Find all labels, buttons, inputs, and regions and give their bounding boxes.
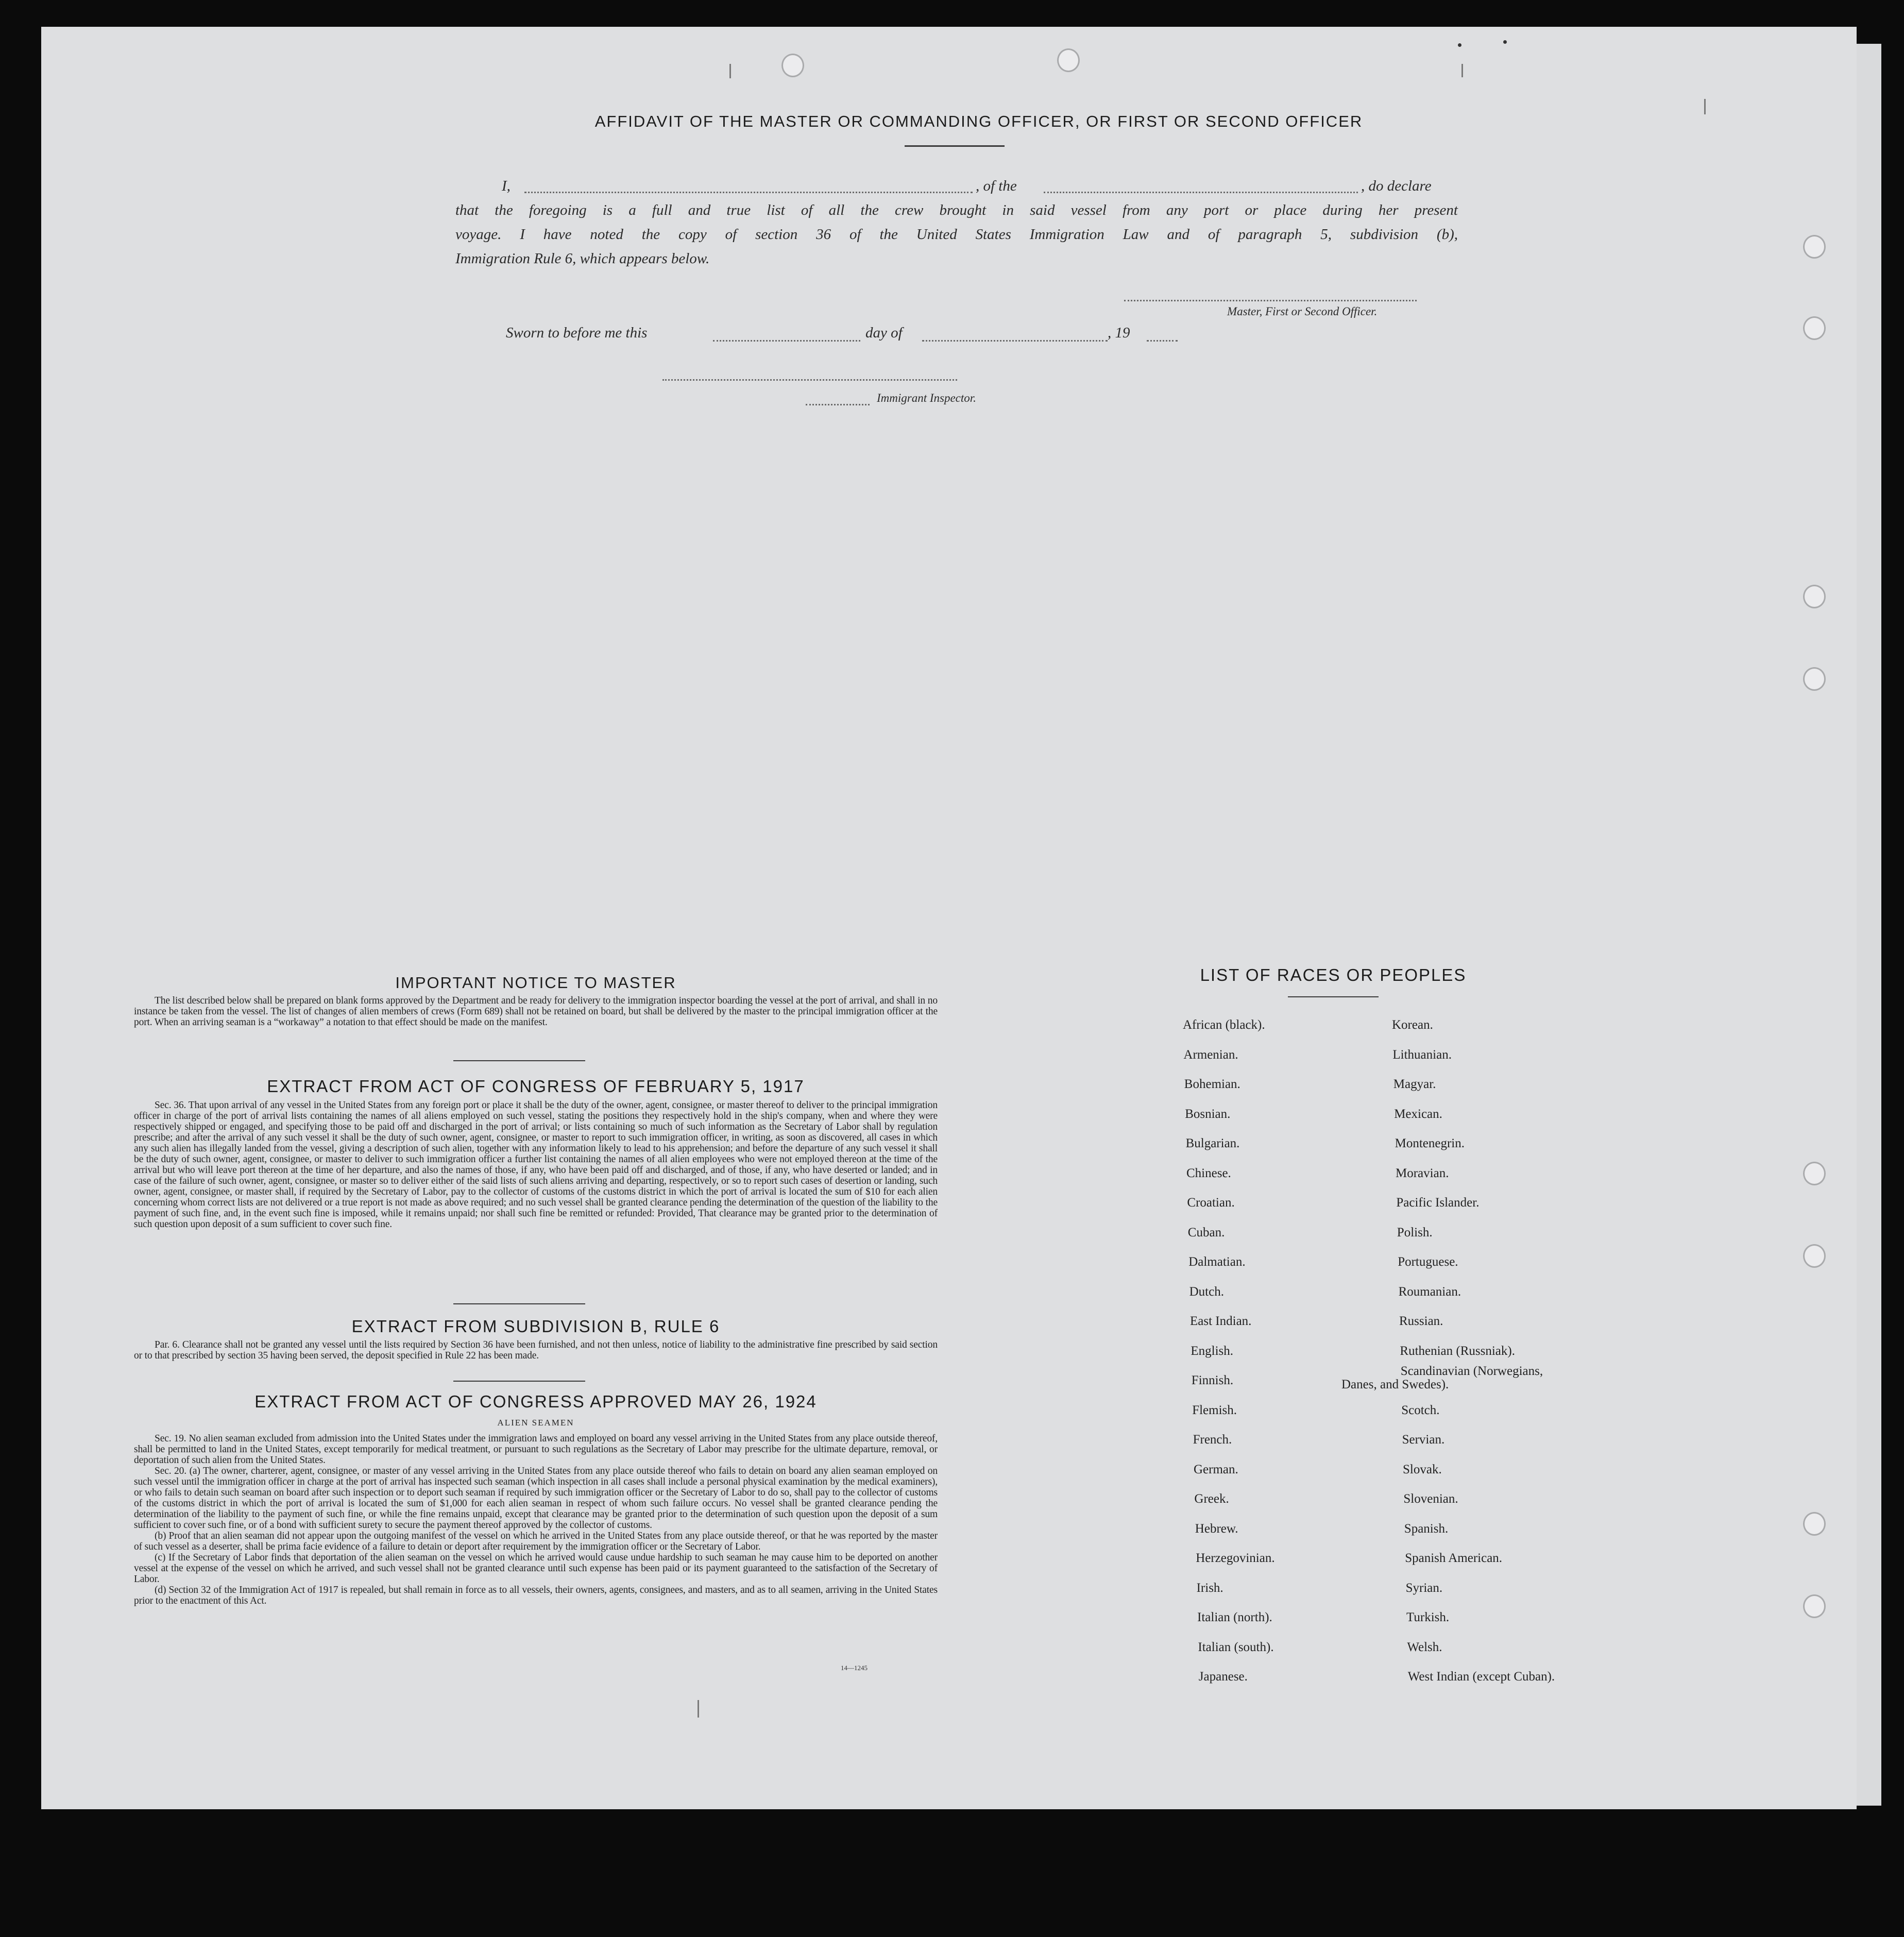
affidavit-text-line: that the foregoing is a full and true list of all the crew brought in said vessel from any port or place during her present — [455, 202, 1458, 218]
race-item: Ruthenian (Russniak). — [1400, 1344, 1515, 1358]
extract-1924-title: EXTRACT FROM ACT OF CONGRESS APPROVED MAY 26, 1924 — [254, 1392, 817, 1411]
page-mark — [729, 64, 731, 78]
races-title-rule — [1288, 996, 1379, 997]
race-item: French. — [1193, 1433, 1232, 1447]
affidavit-vessel-field[interactable] — [1044, 192, 1358, 193]
race-item: Magyar. — [1393, 1077, 1436, 1091]
race-item: Finnish. — [1191, 1373, 1234, 1387]
punch-hole — [1803, 1244, 1826, 1268]
affidavit-i: I, — [502, 178, 511, 194]
race-item: Hebrew. — [1195, 1521, 1238, 1536]
race-item: Syrian. — [1405, 1581, 1443, 1595]
race-item: Dalmatian. — [1188, 1255, 1246, 1269]
race-item: Irish. — [1196, 1581, 1223, 1595]
sworn-month-field[interactable] — [922, 340, 1108, 342]
notice-rule — [453, 1060, 585, 1061]
punch-hole — [1803, 235, 1826, 259]
document-page — [41, 27, 1857, 1809]
races-title: LIST OF RACES OR PEOPLES — [1200, 965, 1467, 984]
extract-1924-para: (d) Section 32 of the Immigration Act of 1917 is repealed, but shall remain in force as to all vessels, their owners, agents, consignees, and masters, and as to all seamen, arriving in the United States prior to the enactment of this Act. — [134, 1585, 938, 1606]
extract-1924-para: (b) Proof that an alien seaman did not appear upon the outgoing manifest of the vessel on which he arrived in the United States from any place outside thereof, or that he was reported by the master of such vessel as a deserter, shall be prima facie evidence of a failure to detain or deport after requirement by the immigration officer or the Secretary of Labor. — [134, 1531, 938, 1552]
sworn-day-of: day of — [865, 325, 903, 341]
page-mark — [1704, 99, 1706, 114]
punch-hole — [1803, 316, 1826, 340]
race-item: African (black). — [1183, 1018, 1265, 1032]
race-item: Lithuanian. — [1392, 1047, 1452, 1062]
affidavit-text-line: Immigration Rule 6, which appears below. — [455, 250, 710, 267]
punch-hole — [1803, 1512, 1826, 1536]
affidavit-title: AFFIDAVIT OF THE MASTER OR COMMANDING OFFICER, OR FIRST OR SECOND OFFICER — [594, 112, 1363, 130]
race-item: Herzegovinian. — [1196, 1551, 1275, 1565]
race-item: Armenian. — [1183, 1047, 1238, 1062]
extract-1924-text — [134, 1433, 938, 1606]
notice-text: The list described below shall be prepared on blank forms approved by the Department and be ready for delivery to the immigration inspector boarding the vessel at the port of arrival, and shall in no instance be taken from the vessel. The list of changes of alien members of crews (Form 689) shall not be retained on board, but shall be delivered by the master to the principal immigration officer at the port. When an arriving seaman is a “workaway” a notation to that effect should be made on the manifest. — [134, 995, 938, 1028]
race-item: Russian. — [1399, 1314, 1443, 1328]
affidavit-title-rule — [905, 145, 1005, 147]
form-number: 14—1245 — [841, 1664, 868, 1672]
punch-hole — [1057, 48, 1080, 72]
inspector-label: Immigrant Inspector. — [877, 392, 976, 404]
extract-1924-para: Sec. 19. No alien seaman excluded from admission into the United States under the immigration laws and employed on board any vessel arriving in the United States from any place outside thereof, shall be permitted to land in the United States, except temporarily for medical treatment, or pursuant to such regulations as the Secretary of Labor may prescribe for the ultimate departure, removal, or deportation of such alien from the United States. — [134, 1433, 938, 1466]
race-item: East Indian. — [1190, 1314, 1252, 1328]
affidavit-do-declare: , do declare — [1361, 178, 1432, 194]
race-item: Scandinavian (Norwegians, — [1400, 1364, 1543, 1378]
race-item: Welsh. — [1407, 1640, 1442, 1654]
affidavit-of-the: , of the — [976, 178, 1017, 194]
extract-1917-text: Sec. 36. That upon arrival of any vessel in the United States from any foreign port or place it shall be the duty of the owner, agent, consignee, or master thereof to deliver to the principal immigration officer in charge of the port of arrival lists containing the names of all aliens employed on such vessel, stating the positions they respectively hold in the ship's company, when and where they were respectively shipped or engaged, and specifying those to be paid off and discharged in the port of arrival; or lists containing so much of such information as the Secretary of Labor shall by regulation prescribe; and after the arrival of any such vessel it shall be the duty of such owner, agent, consignee, or master to report to such immigration officer, in writing, as soon as discovered, all cases in which any such alien has illegally landed from the vessel, giving a description of such alien, together with any information likely to lead to his apprehension; and before the departure of any such vessel it shall be the duty of such owner, agent, consignee, or master to deliver to such immigration officer a further list containing the names of all alien employees who were not employed thereon at the time of the arrival but who will leave port thereon at the time of her departure, and also the names of those, if any, who have been paid off and discharged, and of those, if any, who have deserted or landed; and in case of the failure of such owner, agent, consignee, or master so to deliver either of the said lists of such aliens arriving and departing, respectively, or so to report such cases of desertion or landing, such owner, agent, consignee, or master shall, if required by the Secretary of Labor, pay to the collector of customs of the customs district in which the port of arrival is located the sum of $10 for each alien concerning whom correct lists are not delivered or a true report is not made as above required; and no such vessel shall be granted clearance pending the determination of the question of the liability to the payment of such fine, and, in the event such fine is imposed, while it remains unpaid; nor shall such fine be remitted or refunded: Provided, That clearance may be granted prior to the determination of such question upon deposit of a sum sufficient to cover such fine. — [134, 1100, 938, 1230]
race-item: Spanish. — [1404, 1521, 1449, 1536]
race-item: Portuguese. — [1398, 1255, 1458, 1269]
extract-rule6-rule — [453, 1381, 585, 1382]
race-item: Pacific Islander. — [1396, 1196, 1480, 1210]
race-item: Slovenian. — [1403, 1492, 1458, 1506]
race-item: Italian (north). — [1197, 1610, 1272, 1624]
race-item: Mexican. — [1394, 1107, 1442, 1121]
extract-rule6-text: Par. 6. Clearance shall not be granted any vessel until the lists required by Section 36 have been furnished, and not then unless, notice of liability to the administrative fine prescribed by said section or to that prescribed by section 35 having been served, the deposit specified in Rule 22 has been made. — [134, 1339, 938, 1361]
race-item: Roumanian. — [1398, 1284, 1461, 1299]
race-item: Moravian. — [1396, 1166, 1449, 1180]
punch-hole — [1803, 585, 1826, 608]
extract-1924-para: Sec. 20. (a) The owner, charterer, agent, consignee, or master of any vessel arriving in the United States from any place outside thereof who fails to detain on board any alien seaman employed on such vessel until the immigration officer in charge at the port of arrival has inspected such seaman (which inspection in all cases shall include a personal physical examination by the medical examiners), or who fails to detain such seaman on board after such inspection or to deport such seaman if required by such immigration officer or the Secretary of Labor to do so, shall pay to the collector of customs of the customs district in which the port of arrival is located the sum of $1,000 for each alien seaman in respect of whom such failure occurs. No vessel shall be granted clearance pending the determination of the liability to the payment of such fine, or while the fine remains unpaid, except that clearance may be granted prior to the determination of such question upon the deposit of a sum sufficient to cover such fine, or of a bond with sufficient surety to secure the payment thereof approved by the collector of customs. — [134, 1466, 938, 1531]
race-item: Bosnian. — [1185, 1107, 1231, 1121]
race-item: Cuban. — [1187, 1225, 1225, 1239]
race-item-continuation: Danes, and Swedes). — [1341, 1378, 1449, 1391]
race-item: Flemish. — [1192, 1403, 1237, 1417]
inspector-signature-field[interactable] — [662, 379, 957, 381]
affidavit-name-field[interactable] — [524, 192, 973, 193]
race-item: Turkish. — [1406, 1610, 1450, 1624]
race-item: Chinese. — [1186, 1166, 1231, 1180]
race-item: Korean. — [1392, 1018, 1433, 1032]
race-item: Slovak. — [1403, 1462, 1442, 1476]
master-signature-label: Master, First or Second Officer. — [1227, 305, 1378, 318]
sworn-prefix: Sworn to before me this — [506, 325, 648, 341]
punch-hole — [1803, 1162, 1826, 1185]
race-item: Scotch. — [1401, 1403, 1440, 1417]
sworn-day-field[interactable] — [713, 340, 860, 342]
punch-hole — [1803, 667, 1826, 691]
sworn-year-field[interactable] — [1147, 340, 1178, 342]
sworn-year: , 19 — [1108, 325, 1130, 341]
race-item: German. — [1194, 1462, 1238, 1476]
extract-1917-rule — [453, 1303, 585, 1304]
race-item: Bulgarian. — [1185, 1136, 1240, 1150]
race-item: Italian (south). — [1198, 1640, 1274, 1654]
race-item: Japanese. — [1198, 1670, 1248, 1684]
page-mark — [1458, 43, 1461, 47]
race-item: Polish. — [1397, 1225, 1433, 1239]
race-item: West Indian (except Cuban). — [1407, 1670, 1555, 1684]
inspector-signature-field-2[interactable] — [806, 404, 870, 405]
extract-1924-subtitle: ALIEN SEAMEN — [497, 1418, 574, 1428]
punch-hole — [781, 54, 804, 77]
extract-1917-title: EXTRACT FROM ACT OF CONGRESS OF FEBRUARY 5, 1917 — [267, 1077, 805, 1096]
master-signature-field[interactable] — [1124, 300, 1417, 301]
page-mark — [698, 1700, 699, 1718]
race-item: English. — [1191, 1344, 1234, 1358]
race-item: Spanish American. — [1405, 1551, 1503, 1565]
race-item: Bohemian. — [1184, 1077, 1240, 1091]
page-mark — [1503, 40, 1507, 44]
race-item: Servian. — [1402, 1433, 1445, 1447]
race-item: Montenegrin. — [1395, 1136, 1465, 1150]
notice-title: IMPORTANT NOTICE TO MASTER — [395, 974, 676, 992]
page-mark — [1461, 64, 1463, 77]
race-item: Dutch. — [1189, 1284, 1224, 1299]
punch-hole — [1803, 1594, 1826, 1618]
race-item: Greek. — [1194, 1492, 1229, 1506]
extract-rule6-title: EXTRACT FROM SUBDIVISION B, RULE 6 — [351, 1317, 720, 1336]
affidavit-text-line: voyage. I have noted the copy of section 36 of the United States Immigration Law and of paragraph 5, subdivision (b), — [455, 226, 1458, 243]
race-item: Croatian. — [1187, 1196, 1235, 1210]
extract-1924-para: (c) If the Secretary of Labor finds that deportation of the alien seaman on the vessel on which he arrived would cause undue hardship to such seaman he may cause him to be deported on another vessel at the expense of the vessel on which he arrived, and such vessel shall not be granted clearance until such expense has been paid or its payment guaranteed to the satisfaction of the Secretary of Labor. — [134, 1552, 938, 1585]
